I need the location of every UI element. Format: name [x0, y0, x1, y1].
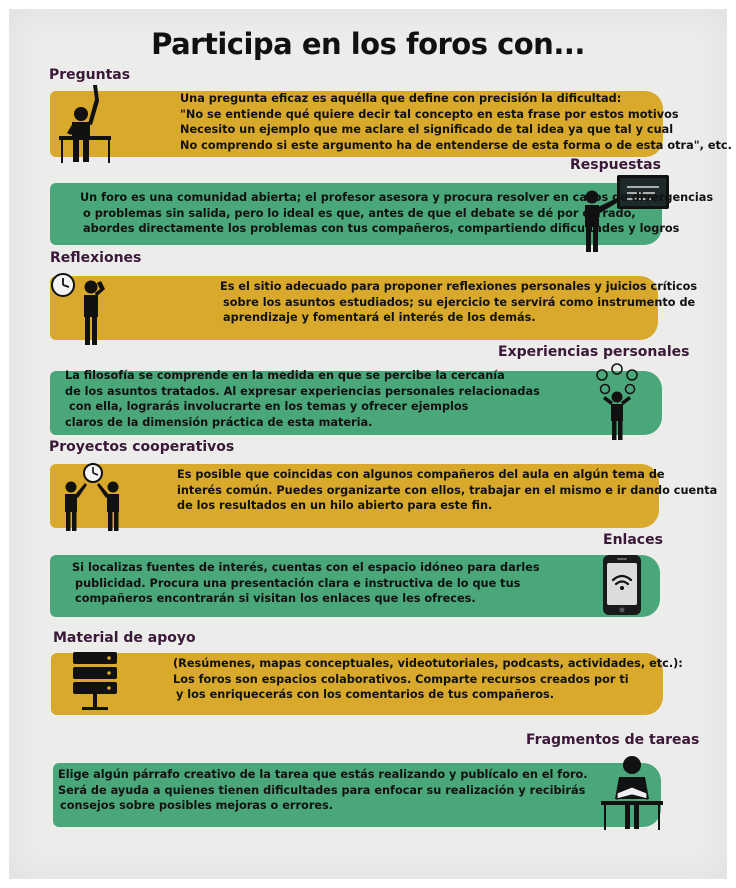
section-label-material: Material de apoyo — [53, 630, 196, 646]
text-line: "No se entiende qué quiere decir tal concepto en esta frase por estos motivos — [180, 107, 679, 121]
text-line: y los enriquecerás con los comentarios de tus compañeros. — [176, 688, 555, 701]
text-line: Un foro es una comunidad abierta; el profesor asesora y procura resolver en casos de divergencias — [80, 191, 714, 204]
text-line: publicidad. Procura una presentación clara e instructiva de lo que tus — [75, 576, 521, 590]
juggling-person-icon — [593, 363, 643, 441]
text-line: Será de ayuda a quienes tienen dificultades para enfocar su realización y recibirás — [58, 783, 586, 797]
text-line: interés común. Puedes organizarte con ellos, trabajar en el mismo e ir dando cuenta — [177, 483, 718, 497]
section-text-preguntas — [180, 91, 732, 153]
smartphone-wifi-icon — [602, 554, 642, 616]
text-line: sobre los asuntos estudiados; su ejercicio te servirá como instrumento de — [223, 295, 696, 309]
section-text-enlaces — [72, 560, 540, 607]
text-line: No comprendo si este argumento ha de entenderse de esta forma o de esta otra", etc. — [180, 138, 732, 152]
text-line: Necesito un ejemplo que me aclare el significado de tal idea ya que tal y cual — [180, 123, 674, 136]
text-line: aprendizaje y fomentará el interés de los demás. — [223, 311, 536, 324]
text-line: Los foros son espacios colaborativos. Comparte recursos creados por ti — [173, 672, 629, 686]
text-line: consejos sobre posibles mejoras o errores. — [60, 799, 334, 812]
section-text-experiencias — [65, 368, 540, 430]
text-line: Si localizas fuentes de interés, cuentas con el espacio idóneo para darles — [72, 561, 540, 574]
section-text-respuestas — [80, 190, 713, 237]
page-title: Participa en los foros con... — [151, 27, 585, 61]
section-label-preguntas: Preguntas — [49, 67, 131, 83]
text-line: de los asuntos tratados. Al expresar experiencias personales relacionadas — [65, 384, 540, 398]
section-label-experiencias: Experiencias personales — [498, 344, 690, 360]
text-line: compañeros encontrarán si visitan los enlaces que les ofreces. — [75, 592, 476, 605]
text-line: o problemas sin salida, pero lo ideal es que, antes de que el debate se dé por cerrado, — [83, 206, 636, 220]
thinking-person-clock-icon — [51, 271, 117, 347]
text-line: abordes directamente los problemas con tus compañeros, compartiendo dificultades y logros — [83, 222, 680, 235]
section-label-respuestas: Respuestas — [570, 157, 661, 173]
person-reading-desk-icon — [597, 753, 667, 831]
infographic-sheet — [9, 9, 732, 879]
section-text-material — [173, 656, 683, 703]
server-stack-icon — [72, 650, 118, 716]
section-label-enlaces: Enlaces — [603, 532, 663, 548]
text-line: Es el sitio adecuado para proponer reflexiones personales y juicios críticos — [220, 280, 698, 293]
text-line: (Resúmenes, mapas conceptuales, videotutoriales, podcasts, actividades, etc.): — [173, 657, 683, 670]
text-line: de los resultados en un hilo abierto para este fin. — [177, 499, 493, 512]
section-text-fragmentos — [58, 767, 588, 814]
section-text-reflexiones — [220, 279, 697, 326]
section-label-proyectos: Proyectos cooperativos — [49, 439, 235, 455]
text-line: claros de la dimensión práctica de esta materia. — [65, 415, 373, 429]
section-label-reflexiones: Reflexiones — [50, 250, 142, 266]
section-text-proyectos — [177, 467, 717, 514]
two-people-clock-icon — [59, 461, 125, 533]
text-line: Una pregunta eficaz es aquélla que define con precisión la dificultad: — [180, 92, 622, 105]
section-label-fragmentos: Fragmentos de tareas — [526, 732, 700, 748]
text-line: Es posible que coincidas con algunos compañeros del aula en algún tema de — [177, 468, 665, 481]
text-line: Elige algún párrafo creativo de la tarea que estás realizando y publícalo en el foro. — [58, 768, 588, 781]
text-line: La filosofía se comprende en la medida en que se percibe la cercanía — [65, 369, 505, 382]
text-line: con ella, lograrás involucrarte en los temas y ofrecer ejemplos — [69, 400, 469, 413]
raised-hand-student-icon — [53, 81, 115, 165]
